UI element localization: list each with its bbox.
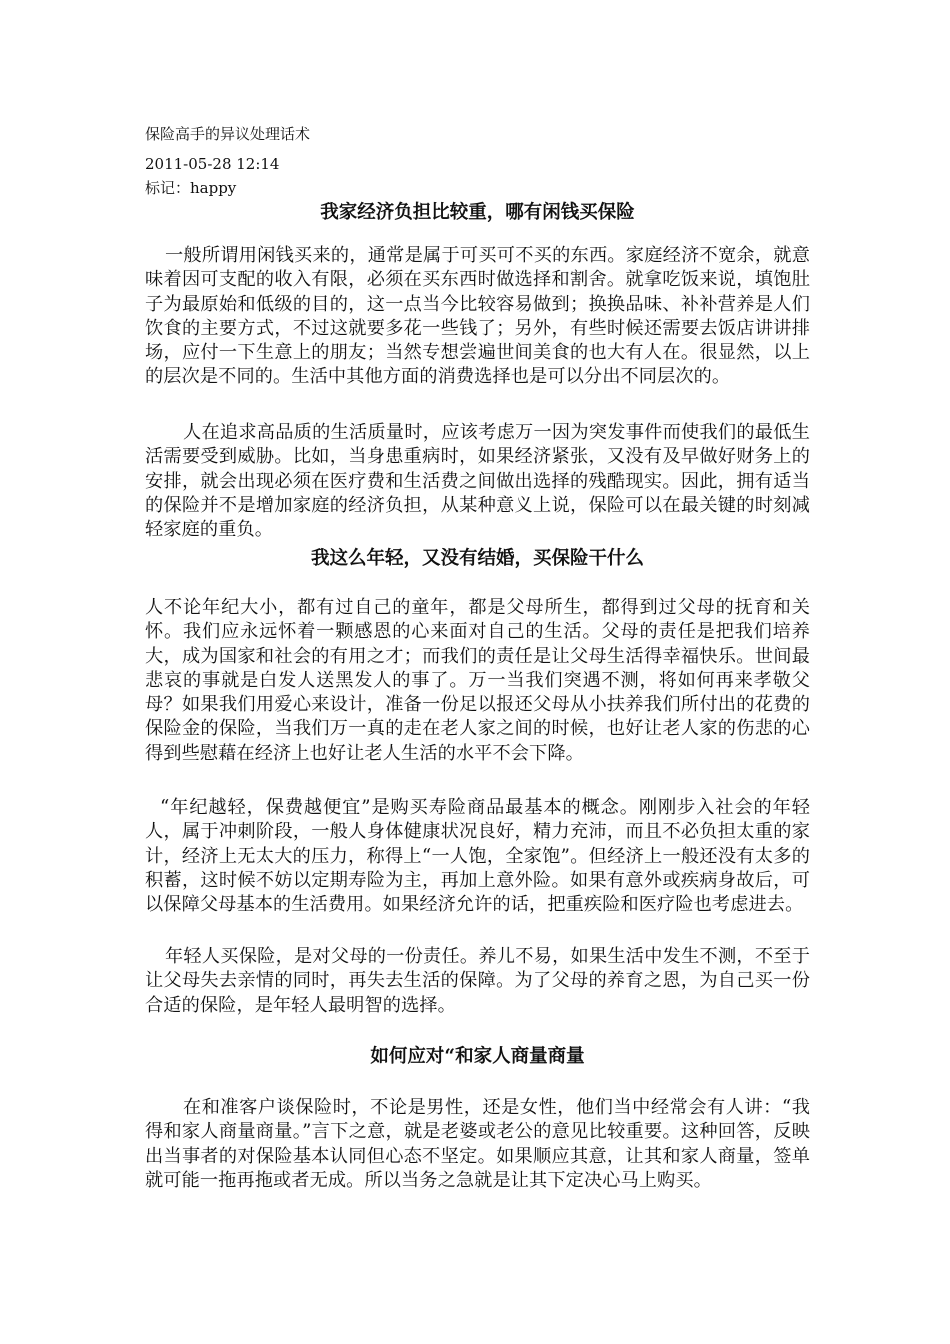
section-2-paragraph-2: “年纪越轻，保费越便宜”是购买寿险商品最基本的概念。刚刚步入社会的年轻人，属于冲刺阶段，一般人身体健康状况良好，精力充沛，而且不必负担太重的家计，经济上无太大的压力，称得上“一人饱，全家饱”。但经济上一般还没有太多的积蓄，这时候不妨以定期寿险为主，再加上意外险。如果有意外或疾病身故后，可以保障父母基本的生活费用。如果经济允许的话，把重疾险和医疗险也考虑进去。 (145, 797, 810, 916)
section-2-paragraph-1: 人不论年纪大小，都有过自己的童年，都是父母所生，都得到过父母的抚育和关怀。我们应永远怀着一颗感恩的心来面对自己的生活。父母的责任是把我们培养大，成为国家和社会的有用之才；而我们的责任是让父母生活得幸福快乐。世间最悲哀的事就是白发人送黑发人的事了。万一当我们突遇不测，将如何再来孝敬父母？如果我们用爱心来设计，准备一份足以报还父母从小扶养我们所付出的花费的保险金的保险，当我们万一真的走在老人家之间的时候，也好让老人家的伤悲的心得到些慰藉在经济上也好让老人生活的水平不会下降。 (145, 597, 810, 764)
document-tag: 标记：happy (145, 179, 237, 197)
document-title: 保险高手的异议处理话术 (145, 125, 311, 143)
section-1-paragraph-1: 一般所谓用闲钱买来的，通常是属于可买可不买的东西。家庭经济不宽余，就意味着因可支配的收入有限，必须在买东西时做选择和割舍。就拿吃饭来说，填饱肚子为最原始和低级的目的，这一点当今比较容易做到；换换品味、补补营养是人们饮食的主要方式，不过这就要多花一些钱了；另外，有些时候还需要去饭店讲讲排场，应付一下生意上的朋友；当然专想尝遍世间美食的也大有人在。很显然，以上的层次是不同的。生活中其他方面的消费选择也是可以分出不同层次的。 (145, 245, 810, 388)
section-1-paragraph-2: 人在追求高品质的生活质量时，应该考虑万一因为突发事件而使我们的最低生活需要受到威胁。比如，当身患重病时，如果经济紧张，又没有及早做好财务上的安排，就会出现必须在医疗费和生活费之间做出选择的残酷现实。因此，拥有适当的保险并不是增加家庭的经济负担，从某种意义上说，保险可以在最关键的时刻减轻家庭的重负。 (145, 422, 810, 541)
section-heading-1: 我家经济负担比较重，哪有闲钱买保险 (320, 202, 635, 223)
section-heading-2: 我这么年轻，又没有结婚，买保险干什么 (310, 548, 644, 569)
section-heading-3: 如何应对“和家人商量商量 (370, 1046, 585, 1067)
section-2-paragraph-3: 年轻人买保险，是对父母的一份责任。养儿不易，如果生活中发生不测，不至于让父母失去亲情的同时，再失去生活的保障。为了父母的养育之恩，为自己买一份合适的保险，是年轻人最明智的选择。 (145, 946, 810, 1016)
document-datetime: 2011-05-28 12:14 (145, 155, 280, 173)
section-3-paragraph-1: 在和准客户谈保险时，不论是男性，还是女性，他们当中经常会有人讲：“我得和家人商量商量。”言下之意，就是老婆或老公的意见比较重要。这种回答，反映出当事者的对保险基本认同但心态不坚定。如果顺应其意，让其和家人商量，签单就可能一拖再拖或者无成。所以当务之急就是让其下定决心马上购买。 (145, 1097, 810, 1191)
